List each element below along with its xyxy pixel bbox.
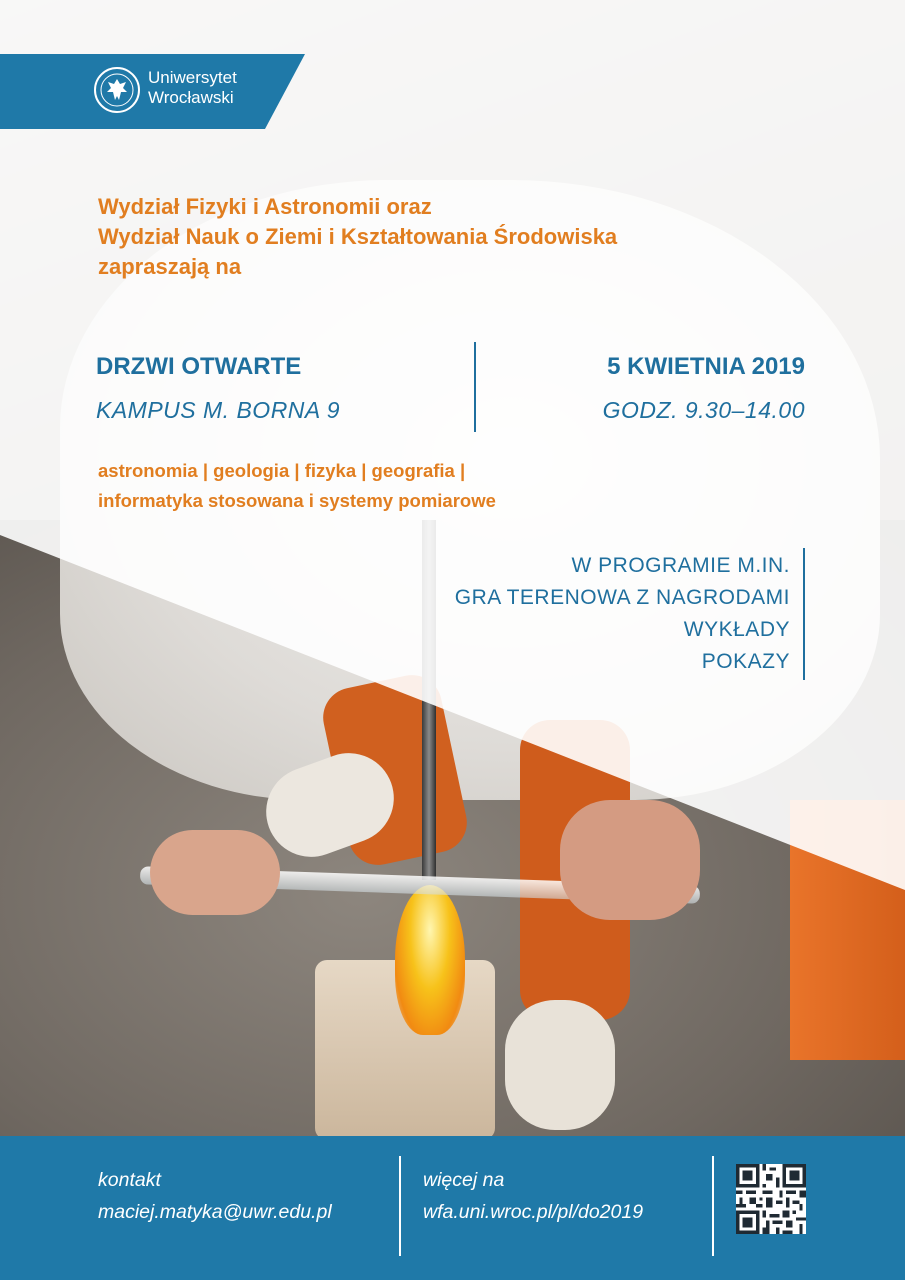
program-item: GRA TERENOWA Z NAGRODAMI — [454, 586, 790, 609]
program-list — [455, 550, 790, 678]
photo-shoe-right — [505, 1000, 615, 1130]
fields-of-study — [98, 456, 496, 516]
footer-divider-2 — [712, 1156, 714, 1256]
qr-code-icon[interactable] — [736, 1164, 806, 1234]
contact-email[interactable]: maciej.matyka@uwr.edu.pl — [98, 1201, 332, 1223]
event-hours: GODZ. 9.30–14.00 — [602, 397, 805, 423]
program-item: WYKŁADY — [683, 618, 790, 641]
event-divider — [474, 342, 476, 432]
event-place: KAMPUS M. BORNA 9 — [96, 397, 341, 423]
event-title: DRZWI OTWARTE — [96, 353, 302, 380]
program-item: POKAZY — [701, 650, 790, 673]
eagle-emblem-icon — [94, 67, 140, 113]
intro-line3: zapraszają na — [98, 254, 242, 279]
university-name — [148, 68, 237, 108]
intro-line2: Wydział Nauk o Ziemi i Kształtowania Środowiska — [98, 224, 618, 249]
footer-divider-1 — [399, 1156, 401, 1256]
intro-text — [98, 192, 617, 282]
university-name-line1: Uniwersytet — [148, 68, 237, 87]
intro-line1: Wydział Fizyki i Astronomii oraz — [98, 194, 432, 219]
more-url[interactable]: wfa.uni.wroc.pl/pl/do2019 — [423, 1201, 644, 1223]
footer-more — [423, 1164, 643, 1228]
qr-svg — [736, 1164, 806, 1234]
fields-line2: informatyka stosowana i systemy pomiarowe — [98, 490, 496, 511]
program-heading: W PROGRAMIE M.IN. — [571, 554, 790, 577]
fields-line1: astronomia | geologia | fizyka | geografia | — [98, 460, 466, 481]
footer — [0, 1136, 905, 1280]
more-label: więcej na — [423, 1169, 505, 1191]
program-divider — [803, 548, 805, 680]
footer-contact — [98, 1164, 332, 1228]
university-name-line2: Wrocławski — [148, 88, 234, 107]
emblem-svg — [96, 69, 138, 111]
photo-hand-left — [150, 830, 280, 915]
event-date: 5 KWIETNIA 2019 — [607, 353, 805, 380]
photo-hand-right — [560, 800, 700, 920]
contact-label: kontakt — [98, 1169, 161, 1191]
photo-flame — [395, 885, 465, 1035]
